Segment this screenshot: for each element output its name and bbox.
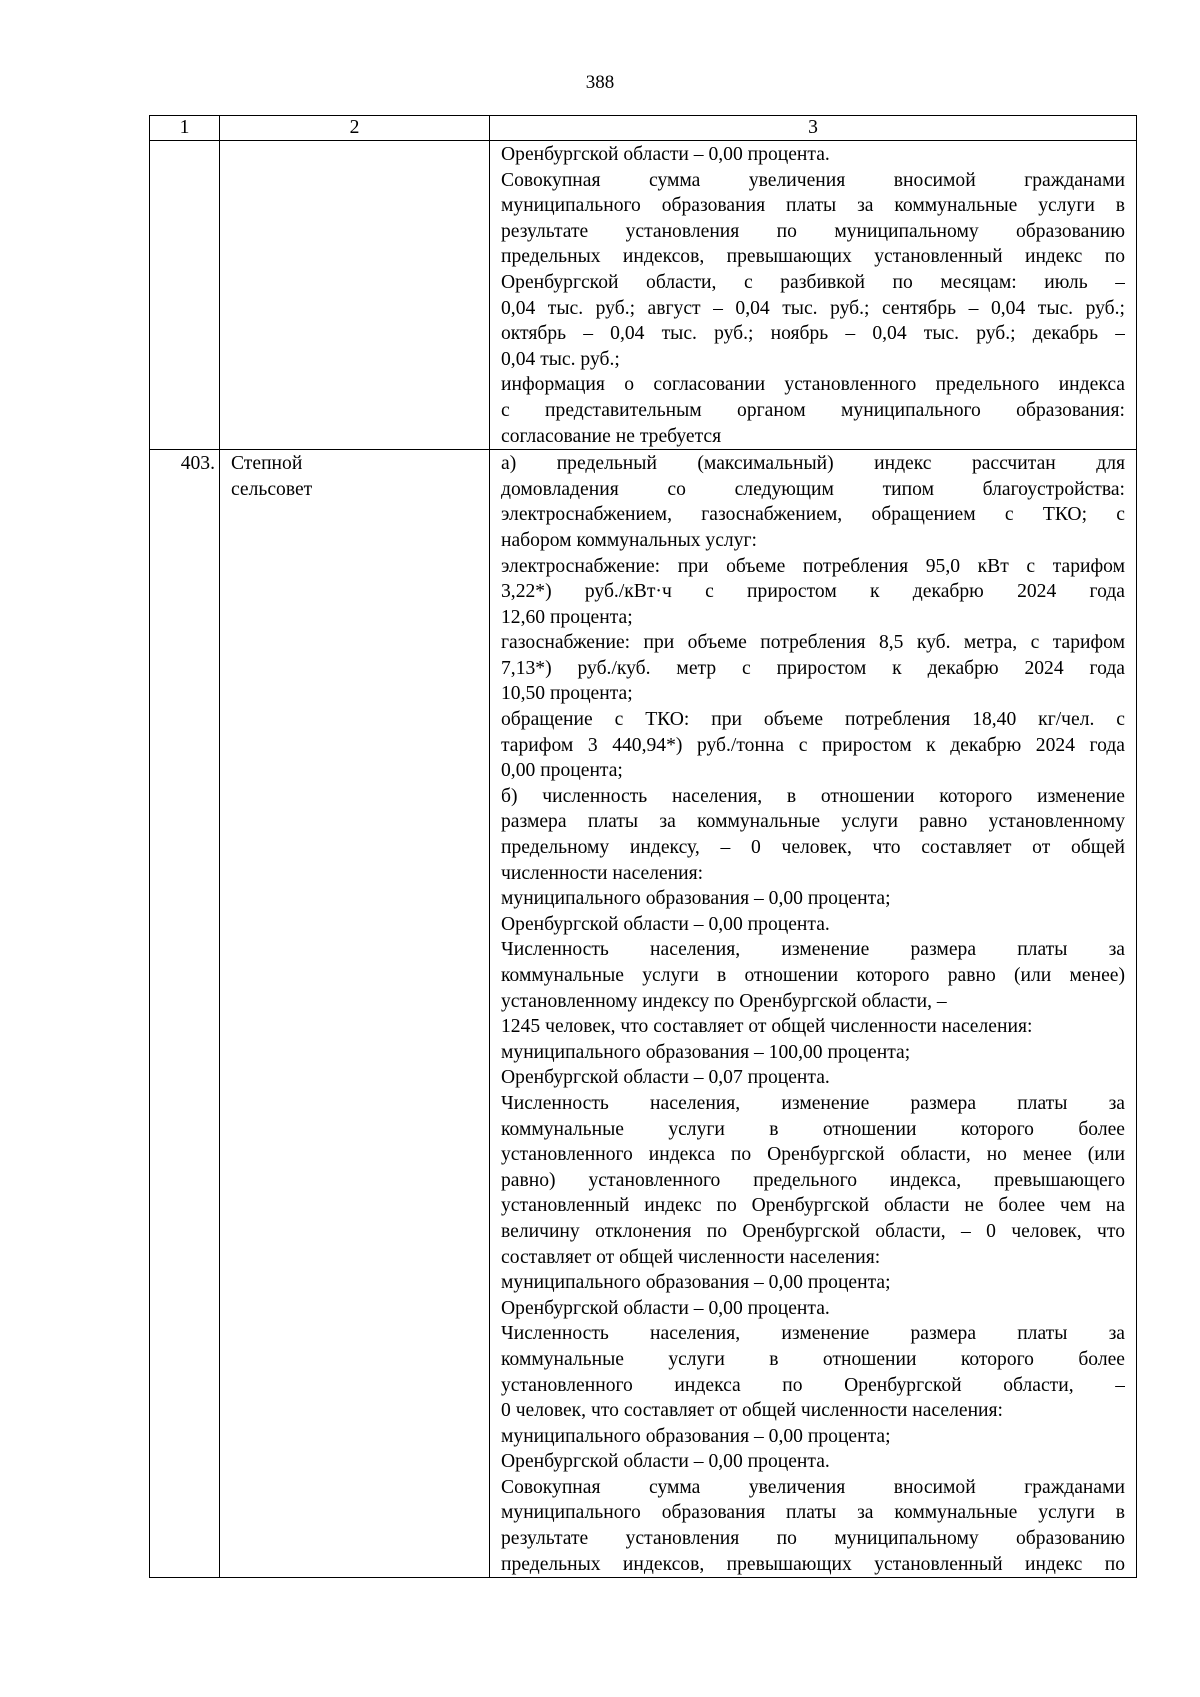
text-line: предельных индексов, превышающих установленный индекс по (501, 1553, 1125, 1575)
text-line: 0 человек, что составляет от общей численности населения: (501, 1400, 1004, 1422)
text-line: Оренбургской области – 0,00 процента. (501, 1451, 830, 1473)
municipality-name (220, 141, 490, 450)
page-number: 388 (585, 72, 615, 93)
text-line: предельному индексу, – 0 человек, что составляет от общей (501, 837, 1125, 859)
text-line: муниципального образования – 0,00 процента; (501, 888, 891, 910)
text-line: 0,00 процента; (501, 760, 623, 782)
text-line: установленный индекс по Оренбургской области не более чем на (501, 1195, 1125, 1217)
text-line: 3,22*) руб./кВт·ч с приростом к декабрю 2024 года (501, 581, 1125, 603)
text-line: установленному индексу по Оренбургской области, – (501, 990, 947, 1012)
column-header: 3 (490, 116, 1137, 141)
text-line: результате установления по муниципальному образованию (501, 1528, 1125, 1550)
text-line: 0,04 тыс. руб.; (501, 348, 620, 370)
text-line: домовладения со следующим типом благоустройства: (501, 478, 1125, 500)
text-line: согласование не требуется (501, 425, 722, 447)
text-line: коммунальные услуги в отношении которого равно (или менее) (501, 965, 1125, 986)
text-line: 12,60 процента; (501, 606, 633, 628)
text-line: Оренбургской области – 0,00 процента. (501, 144, 830, 165)
text-line: Численность населения, изменение размера платы за (501, 939, 1125, 961)
row-description (490, 450, 1137, 1578)
text-line: электроснабжением, газоснабжением, обращением с ТКО; с (501, 504, 1125, 526)
text-line: Численность населения, изменение размера платы за (501, 1092, 1125, 1114)
text-line: предельных индексов, превышающих установленный индекс по (501, 246, 1125, 268)
text-line: 10,50 процента; (501, 683, 633, 705)
table-row (150, 450, 1137, 1578)
text-line: с представительным органом муниципального образования: (501, 399, 1125, 421)
text-line: 0,04 тыс. руб.; август – 0,04 тыс. руб.; сентябрь – 0,04 тыс. руб.; (501, 297, 1125, 319)
row-description (490, 141, 1137, 450)
text-line: октябрь – 0,04 тыс. руб.; ноябрь – 0,04 тыс. руб.; декабрь – (501, 323, 1125, 345)
text-line: Оренбургской области – 0,00 процента. (501, 913, 830, 935)
text-line: электроснабжение: при объеме потребления 95,0 кВт с тарифом (501, 555, 1125, 577)
municipality-name-line: Степной (231, 453, 303, 475)
text-line: Численность населения, изменение размера платы за (501, 1323, 1125, 1345)
text-line: составляет от общей численности населения: (501, 1246, 881, 1268)
text-line: тарифом 3 440,94*) руб./тонна с приростом к декабрю 2024 года (501, 734, 1125, 756)
text-line: обращение с ТКО: при объеме потребления 18,40 кг/чел. с (501, 709, 1125, 731)
row-number (150, 141, 220, 450)
text-line: установленного индекса по Оренбургской области, – (501, 1374, 1125, 1396)
text-line: муниципального образования платы за коммунальные услуги в (501, 1502, 1125, 1524)
text-line: информация о согласовании установленного предельного индекса (501, 374, 1125, 396)
text-line: Оренбургской области – 0,07 процента. (501, 1067, 830, 1089)
table-row (150, 141, 1137, 450)
document-table (149, 115, 1137, 1578)
text-line: результате установления по муниципальному образованию (501, 220, 1125, 242)
text-line: б) численность населения, в отношении которого изменение (501, 785, 1125, 807)
text-line: Оренбургской области – 0,00 процента. (501, 1297, 830, 1319)
text-line: величину отклонения по Оренбургской области, – 0 человек, что (501, 1220, 1125, 1242)
text-line: муниципального образования – 0,00 процента; (501, 1272, 891, 1294)
text-line: 7,13*) руб./куб. метр с приростом к декабрю 2024 года (501, 657, 1125, 679)
text-line: Совокупная сумма увеличения вносимой гражданами (501, 1476, 1125, 1498)
table-header-row (150, 116, 1137, 141)
text-line: муниципального образования платы за коммунальные услуги в (501, 195, 1125, 217)
text-line: 1245 человек, что составляет от общей численности населения: (501, 1016, 1033, 1038)
text-line: коммунальные услуги в отношении которого более (501, 1348, 1125, 1370)
text-line: муниципального образования – 100,00 процента; (501, 1041, 911, 1063)
text-line: Оренбургской области, с разбивкой по месяцам: июль – (501, 271, 1125, 293)
text-line: численности населения: (501, 862, 704, 884)
text-line: равно) установленного предельного индекса, превышающего (501, 1169, 1125, 1191)
text-line: а) предельный (максимальный) индекс рассчитан для (501, 453, 1125, 475)
text-line: газоснабжение: при объеме потребления 8,5 куб. метра, с тарифом (501, 632, 1125, 654)
text-line: размера платы за коммунальные услуги равно установленному (501, 811, 1125, 833)
text-line: муниципального образования – 0,00 процента; (501, 1425, 891, 1447)
text-line: установленного индекса по Оренбургской области, но менее (или (501, 1144, 1125, 1166)
row-number: 403. (150, 450, 220, 1578)
text-line: коммунальные услуги в отношении которого более (501, 1118, 1125, 1140)
column-header: 2 (220, 116, 490, 141)
column-header: 1 (150, 116, 220, 141)
text-line: Совокупная сумма увеличения вносимой гражданами (501, 169, 1125, 191)
text-line: набором коммунальных услуг: (501, 529, 757, 551)
municipality-name-line: сельсовет (231, 478, 313, 500)
municipality-name (220, 450, 490, 1578)
